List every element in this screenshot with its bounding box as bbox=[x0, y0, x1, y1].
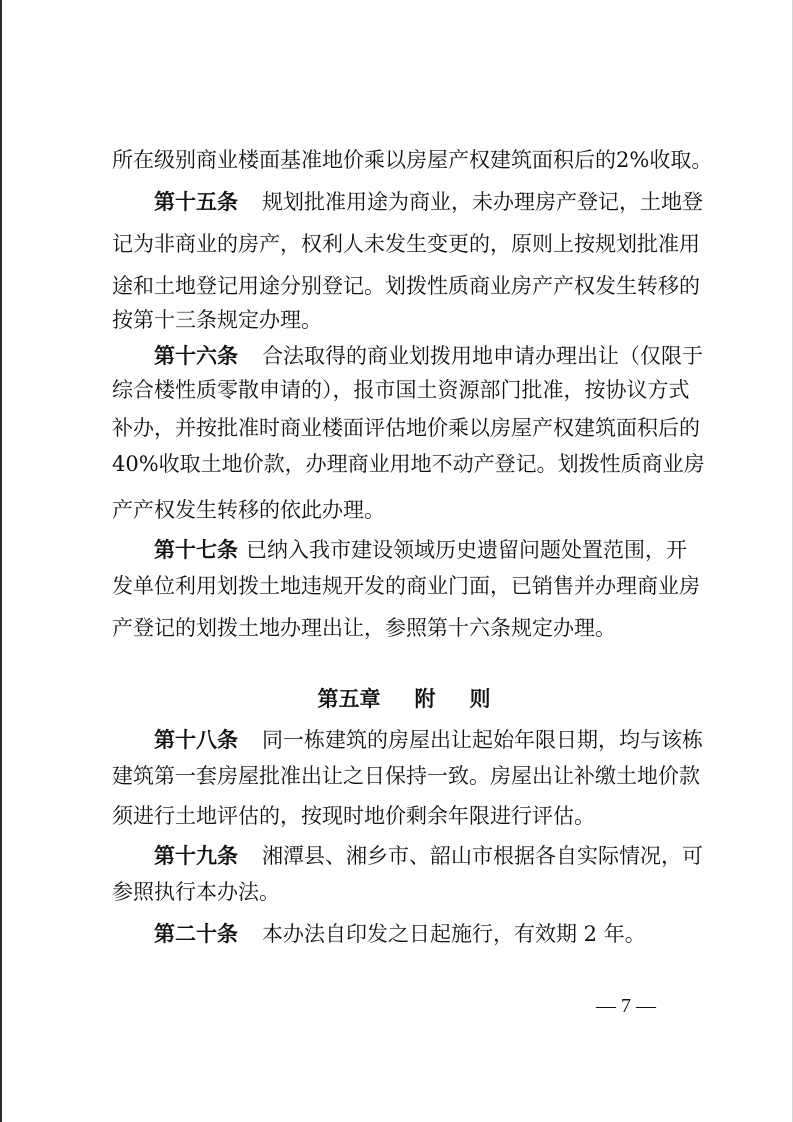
article-17-text: 已纳入我市建设领域历史遗留问题处置范围，开 bbox=[246, 538, 687, 562]
text-line: 所在级别商业楼面基准地价乘以房屋产权建筑面积后的2%收取。 bbox=[112, 148, 713, 172]
text-line: 发单位利用划拨土地违规开发的商业门面，已销售并办理商业房 bbox=[112, 574, 700, 598]
article-19-text: 湘潭县、湘乡市、韶山市根据各自实际情况，可 bbox=[262, 844, 703, 868]
text-line: 按第十三条规定办理。 bbox=[112, 308, 322, 332]
chapter-number: 第五章 bbox=[317, 687, 381, 711]
chapter-title-2: 则 bbox=[469, 687, 491, 711]
article-16-line bbox=[154, 340, 703, 372]
article-17-line bbox=[154, 534, 687, 566]
text-line: 补办，并按批准时商业楼面评估地价乘以房屋产权建筑面积后的 bbox=[112, 416, 700, 440]
article-15-title: 第十五条 bbox=[154, 190, 238, 214]
article-18-title: 第十八条 bbox=[154, 728, 238, 752]
text-line: 记为非商业的房产，权利人未发生变更的，原则上按规划批准用 bbox=[112, 232, 700, 256]
article-16-text: 合法取得的商业划拨用地申请办理出让（仅限于 bbox=[262, 344, 703, 368]
text-line: 途和土地登记用途分别登记。划拨性质商业房产产权发生转移的 bbox=[112, 274, 700, 298]
text-line: 须进行土地评估的，按现时地价剩余年限进行评估。 bbox=[112, 804, 595, 828]
text-line: 产产权发生转移的依此办理。 bbox=[112, 498, 385, 522]
article-17-title: 第十七条 bbox=[154, 538, 238, 562]
article-18-line bbox=[154, 724, 703, 756]
article-19-line bbox=[154, 840, 703, 872]
chapter-title: 附 bbox=[414, 687, 436, 711]
article-15-text: 规划批准用途为商业，未办理房产登记，土地登 bbox=[262, 190, 703, 214]
article-20-title: 第二十条 bbox=[154, 922, 238, 946]
text-line: 综合楼性质零散申请的），报市国土资源部门批准，按协议方式 bbox=[112, 378, 690, 402]
text-line: 建筑第一套房屋批准出让之日保持一致。房屋出让补缴土地价款 bbox=[112, 764, 700, 788]
article-16-title: 第十六条 bbox=[154, 344, 238, 368]
article-18-text: 同一栋建筑的房屋出让起始年限日期，均与该栋 bbox=[262, 728, 703, 752]
chapter-heading bbox=[112, 683, 696, 715]
article-19-title: 第十九条 bbox=[154, 844, 238, 868]
article-15-line bbox=[154, 186, 703, 218]
article-20-line bbox=[154, 918, 646, 950]
text-line: 参照执行本办法。 bbox=[112, 880, 280, 904]
article-20-text: 本办法自印发之日起施行，有效期 2 年。 bbox=[262, 922, 646, 946]
text-line: 产登记的划拨土地办理出让，参照第十六条规定办理。 bbox=[112, 616, 616, 640]
text-line: 40%收取土地价款，办理商业用地不动产登记。划拨性质商业房 bbox=[112, 452, 705, 476]
page-number: — 7 — bbox=[596, 995, 656, 1017]
